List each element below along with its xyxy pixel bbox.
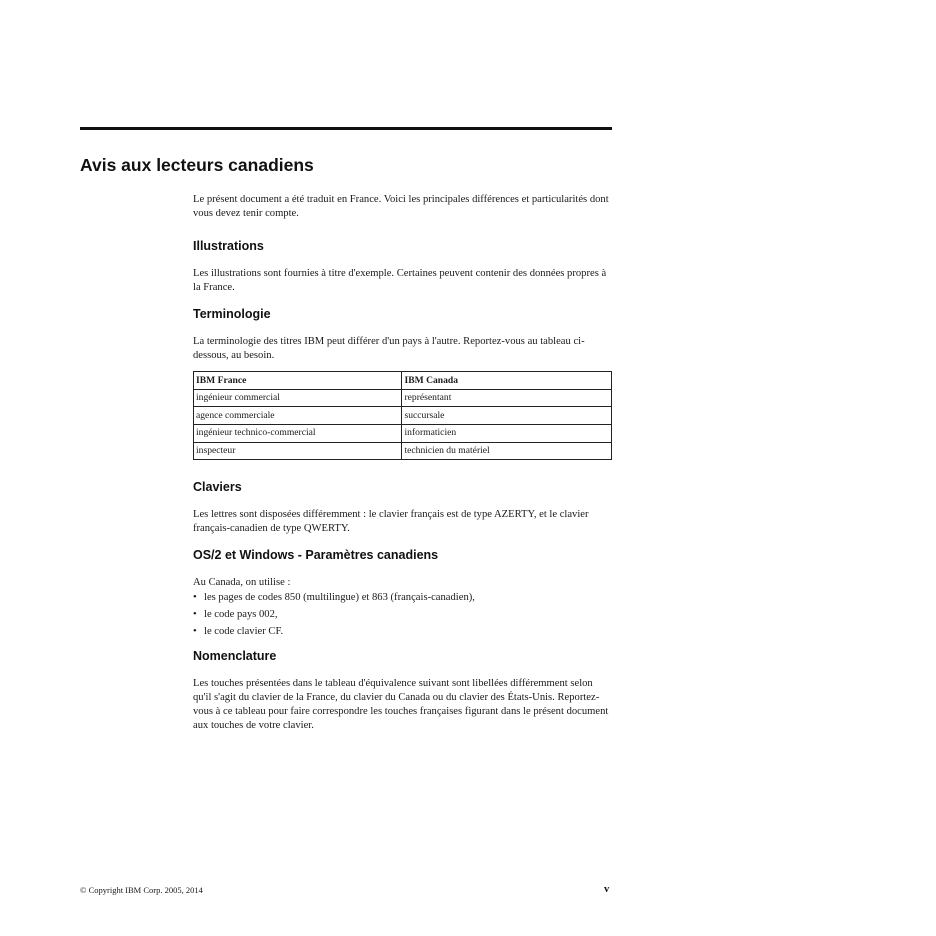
- bullet-marker: •: [193, 625, 197, 637]
- footer-copyright: © Copyright IBM Corp. 2005, 2014: [80, 885, 203, 895]
- os2-heading: OS/2 et Windows - Paramètres canadiens: [193, 547, 439, 562]
- table-row: [194, 407, 612, 425]
- page-number: v: [604, 884, 610, 895]
- os2-intro: Au Canada, on utilise :: [193, 576, 291, 588]
- os2-bullet-list: [193, 590, 613, 640]
- list-item-text: le code pays 002,: [204, 609, 278, 620]
- bullet-marker: •: [193, 592, 197, 604]
- table-cell: technicien du matériel: [402, 442, 612, 460]
- table-cell: représentant: [402, 389, 612, 407]
- table-cell: informaticien: [402, 425, 612, 443]
- intro-paragraph: Le présent document a été traduit en France. Voici les principales différences et particularités dont vous devez tenir compte.: [193, 194, 609, 219]
- terminologie-paragraph: La terminologie des titres IBM peut différer d'un pays à l'autre. Reportez-vous au tableau ci-dessous, au besoin.: [193, 335, 585, 361]
- table-row: [194, 389, 612, 407]
- table-cell: ingénieur technico-commercial: [194, 425, 402, 443]
- column-header-ibm-france: IBM France: [194, 372, 402, 390]
- list-item: [193, 590, 613, 607]
- terminology-table: [193, 371, 612, 460]
- table-cell: ingénieur commercial: [194, 389, 402, 407]
- table-cell: agence commerciale: [194, 407, 402, 425]
- list-item: [193, 624, 613, 641]
- bullet-marker: •: [193, 609, 197, 620]
- nomenclature-paragraph: Les touches présentées dans le tableau d'équivalence suivant sont libellées différemment selon qu'il s'agit du clavier de la France, du clavier du Canada ou du clavier des États-Unis. Reportez-vous à ce tableau pour faire correspondre les touches françaises figurant dans le présent document aux touches de votre clavier.: [193, 678, 609, 731]
- content-body: [193, 193, 613, 732]
- top-rule: [80, 127, 612, 130]
- illustrations-heading: Illustrations: [193, 239, 264, 254]
- nomenclature-heading: Nomenclature: [193, 649, 277, 664]
- table-cell: succursale: [402, 407, 612, 425]
- claviers-heading: Claviers: [193, 480, 242, 495]
- terminologie-heading: Terminologie: [193, 306, 271, 321]
- table-row: [194, 425, 612, 443]
- table-row: [194, 442, 612, 460]
- list-item-text: les pages de codes 850 (multilingue) et 863 (français-canadien),: [204, 592, 475, 604]
- table-cell: inspecteur: [194, 442, 402, 460]
- column-header-ibm-canada: IBM Canada: [402, 372, 612, 390]
- page-title: Avis aux lecteurs canadiens: [80, 155, 314, 175]
- table-header-row: [194, 372, 612, 390]
- list-item-text: le code clavier CF.: [204, 625, 284, 637]
- claviers-paragraph: Les lettres sont disposées différemment : le clavier français est de type AZERTY, et le clavier français-canadien de type QWERTY.: [193, 509, 589, 534]
- list-item: [193, 607, 613, 624]
- illustrations-paragraph: Les illustrations sont fournies à titre d'exemple. Certaines peuvent contenir des données propres à la France.: [193, 268, 607, 294]
